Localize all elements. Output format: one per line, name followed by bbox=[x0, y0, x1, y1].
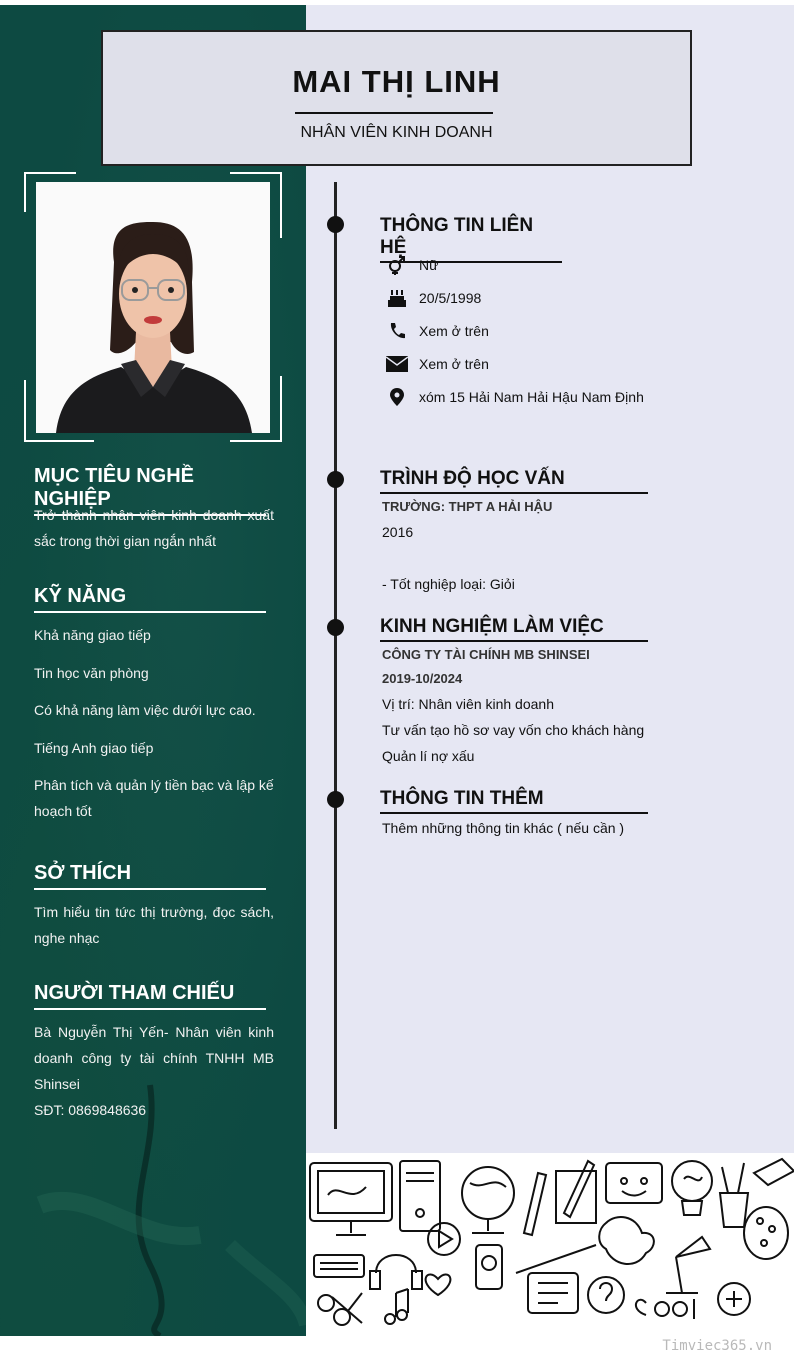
objective-heading: MỤC TIÊU NGHỀ NGHIỆP bbox=[34, 465, 266, 516]
timeline-dot bbox=[327, 471, 344, 488]
map-marker-icon bbox=[386, 386, 408, 408]
education-year: 2016 bbox=[382, 524, 414, 540]
skill-item: Tin học văn phòng bbox=[34, 665, 149, 681]
photo-frame bbox=[24, 172, 282, 442]
contact-birthday bbox=[386, 287, 481, 309]
phone-icon bbox=[386, 320, 408, 342]
skill-item: Phân tích và quản lý tiền bạc và lập kế hoạch tốt bbox=[34, 777, 274, 819]
birthday-cake-icon bbox=[386, 287, 408, 309]
gender-icon bbox=[386, 254, 408, 276]
doodle-illustration bbox=[306, 1153, 794, 1336]
extra-info-heading: THÔNG TIN THÊM bbox=[380, 788, 648, 814]
profile-photo bbox=[36, 182, 270, 433]
contact-heading: THÔNG TIN LIÊN HỆ bbox=[380, 215, 562, 263]
hobbies-text: Tìm hiểu tin tức thị trường, đọc sách, nghe nhạc bbox=[34, 904, 274, 946]
name-underline bbox=[295, 112, 493, 114]
header-box bbox=[101, 30, 692, 166]
experience-company: CÔNG TY TÀI CHÍNH MB SHINSEI bbox=[382, 647, 590, 662]
hobbies-heading: SỞ THÍCH bbox=[34, 862, 266, 890]
skill-item: Khả năng giao tiếp bbox=[34, 627, 151, 643]
watermark: Timviec365.vn bbox=[662, 1338, 772, 1354]
experience-period: 2019-10/2024 bbox=[382, 671, 463, 686]
reference-text: Bà Nguyễn Thị Yến- Nhân viên kinh doanh công ty tài chính TNHH MB Shinsei bbox=[34, 1024, 274, 1092]
education-note: - Tốt nghiệp loại: Giỏi bbox=[382, 576, 515, 592]
contact-birthday-text: 20/5/1998 bbox=[419, 290, 482, 306]
envelope-icon bbox=[386, 353, 408, 375]
timeline-dot bbox=[327, 619, 344, 636]
extra-info-text: Thêm những thông tin khác ( nếu cần ) bbox=[382, 820, 625, 836]
skill-item: Có khả năng làm việc dưới lực cao. bbox=[34, 702, 256, 718]
education-school: TRƯỜNG: THPT A HẢI HẬU bbox=[382, 499, 553, 514]
skills-heading: KỸ NĂNG bbox=[34, 585, 266, 613]
reference-phone: SĐT: 0869848636 bbox=[34, 1102, 147, 1118]
candidate-name: MAI THỊ LINH bbox=[292, 64, 501, 99]
contact-email-text: Xem ở trên bbox=[419, 356, 489, 372]
right-panel bbox=[306, 5, 794, 1336]
job-title: NHÂN VIÊN KINH DOANH bbox=[300, 124, 493, 141]
timeline-dot bbox=[327, 791, 344, 808]
experience-heading: KINH NGHIỆM LÀM VIỆC bbox=[380, 616, 648, 642]
timeline-dot bbox=[327, 216, 344, 233]
contact-address bbox=[386, 386, 644, 408]
experience-line: Tư vấn tạo hồ sơ vay vốn cho khách hàng bbox=[382, 722, 645, 738]
contact-gender bbox=[386, 254, 438, 276]
experience-line: Vị trí: Nhân viên kinh doanh bbox=[382, 696, 554, 712]
contact-email bbox=[386, 353, 489, 375]
reference-heading: NGƯỜI THAM CHIẾU bbox=[34, 982, 266, 1010]
contact-phone bbox=[386, 320, 489, 342]
contact-address-text: xóm 15 Hải Nam Hải Hậu Nam Định bbox=[419, 389, 644, 405]
objective-text: Trở thành nhân viên kinh doanh xuất sắc trong thời gian ngắn nhất bbox=[34, 507, 274, 549]
contact-gender-text: Nữ bbox=[419, 257, 439, 273]
timeline-line bbox=[334, 182, 337, 1129]
contact-phone-text: Xem ở trên bbox=[419, 323, 489, 339]
education-heading: TRÌNH ĐỘ HỌC VẤN bbox=[380, 468, 648, 494]
skill-item: Tiếng Anh giao tiếp bbox=[34, 740, 154, 756]
experience-line: Quản lí nợ xấu bbox=[382, 748, 475, 764]
